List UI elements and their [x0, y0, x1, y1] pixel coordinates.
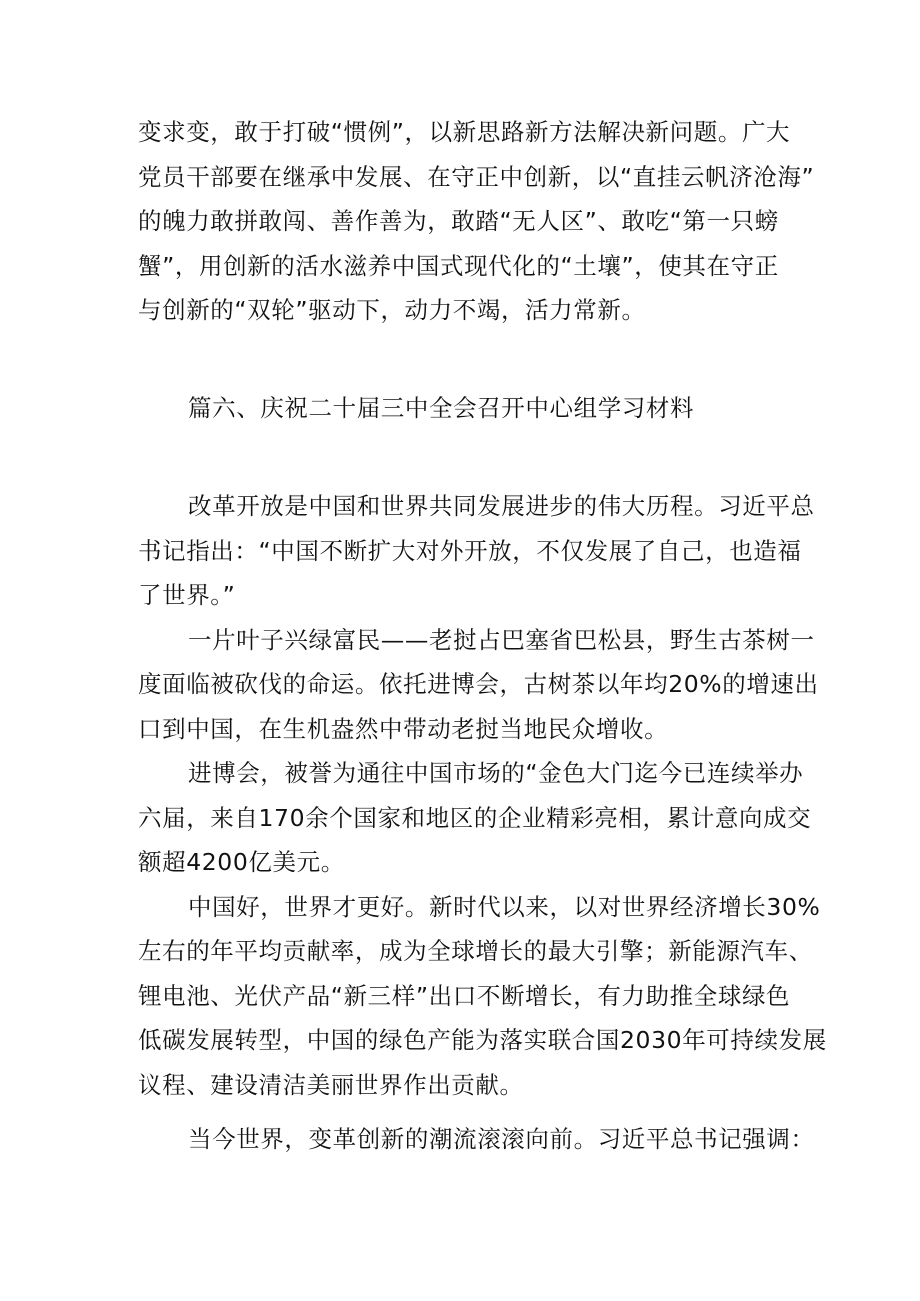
paragraph-line: 当今世界，变革创新的潮流滚滚向前。习近平总书记强调： [188, 1125, 815, 1153]
paragraph-line: 进博会，被誉为通往中国市场的“金色大门迄今已连续举办 [188, 759, 804, 787]
paragraph-line: 的魄力敢拼敢闯、善作善为，敢踏“无人区”、敢吃“第一只螃 [138, 207, 779, 235]
paragraph-line: 额超4200亿美元。 [138, 848, 345, 876]
paragraph-line: 左右的年平均贡献率，成为全球增长的最大引擎；新能源汽车、 [138, 937, 813, 965]
paragraph-line: 中国好，世界才更好。新时代以来，以对世界经济增长30% [188, 893, 821, 921]
paragraph-line: 低碳发展转型，中国的绿色产能为落实联合国2030年可持续发展 [138, 1026, 827, 1054]
paragraph-line: 六届，来自170余个国家和地区的企业精彩亮相，累计意向成交 [138, 804, 812, 832]
section-heading: 篇六、庆祝二十届三中全会召开中心组学习材料 [188, 394, 695, 422]
paragraph-line: 蟹”，用创新的活水滋养中国式现代化的“土壤”，使其在守正 [138, 252, 779, 280]
paragraph-line: 变求变，敢于打破“惯例”，以新思路新方法解决新问题。广大 [138, 118, 791, 146]
paragraph-line: 锂电池、光伏产品“新三样”出口不断增长，有力助推全球绿色 [138, 982, 791, 1010]
paragraph-line: 一片叶子兴绿富民——老挝占巴塞省巴松县，野生古茶树一 [188, 626, 815, 654]
paragraph-line: 口到中国，在生机盎然中带动老挝当地民众增收。 [138, 715, 669, 743]
paragraph-line: 与创新的“双轮”驱动下，动力不竭，活力常新。 [138, 296, 646, 324]
paragraph-line: 党员干部要在继承中发展、在守正中创新，以“直挂云帆济沧海” [138, 163, 815, 191]
paragraph-line: 书记指出：“中国不断扩大对外开放，不仅发展了自己，也造福 [138, 537, 802, 565]
paragraph-line: 议程、建设清洁美丽世界作出贡献。 [138, 1071, 524, 1099]
paragraph-line: 度面临被砍伐的命运。依托进博会，古树茶以年均20%的增速出 [138, 670, 819, 698]
paragraph-line: 改革开放是中国和世界共同发展进步的伟大历程。习近平总 [188, 492, 815, 520]
paragraph-line: 了世界。” [138, 581, 236, 609]
